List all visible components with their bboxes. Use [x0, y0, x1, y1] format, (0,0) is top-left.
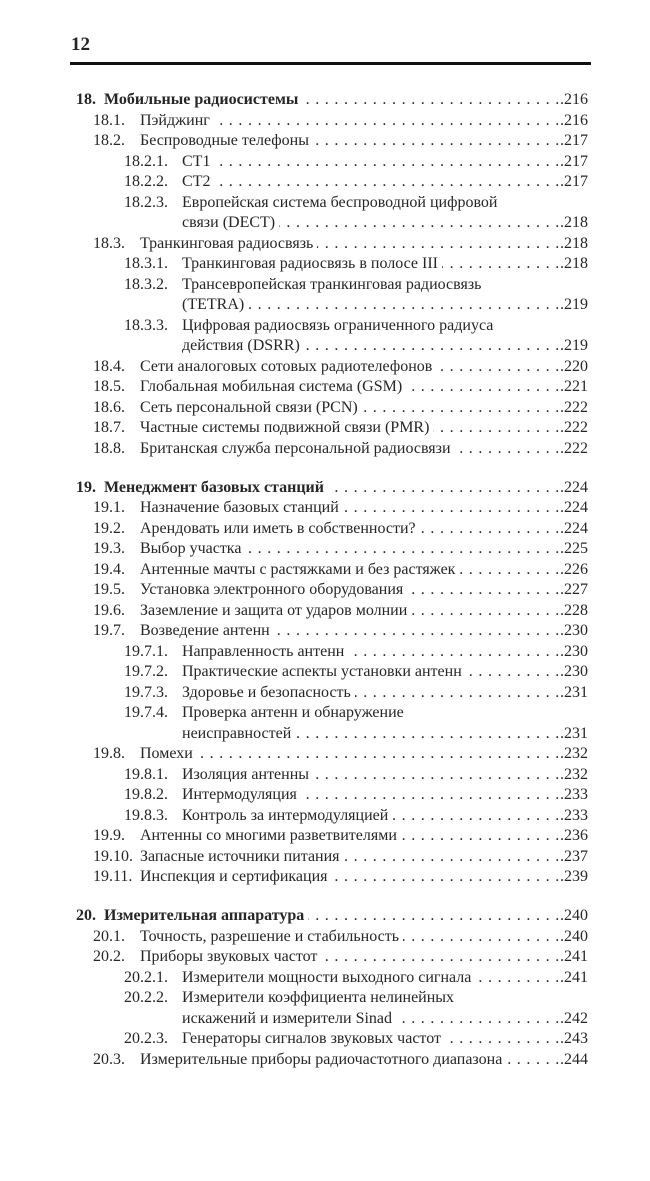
entry-title: CT1 [182, 152, 211, 170]
entry-title: Приборы звуковых частот [140, 948, 318, 965]
entry-title: Цифровая радиосвязь ограниченного радиуса [182, 316, 494, 334]
entry-number: 19.7. [93, 622, 125, 639]
dot-leader [248, 295, 588, 316]
entry-number: 19.5. [93, 581, 125, 598]
entry-page-number: . 224 [559, 519, 588, 540]
entry-number: 18.5. [93, 378, 125, 395]
entry-title-line [182, 336, 588, 357]
entry-number: 20.2.1. [124, 968, 168, 986]
entry-title: Частные системы подвижной связи (PMR) [140, 419, 430, 436]
entry-number: 18.7. [93, 419, 125, 436]
entry-title: Установка электронного оборудования [140, 581, 404, 598]
entry-title: Антенны со многими разветвителями [140, 827, 397, 844]
entry-page-number: . 233 [559, 806, 588, 827]
entry-title: Британская служба персональной радиосвязи [140, 439, 451, 457]
entry-title-line [182, 1029, 588, 1050]
entry-title-line [182, 316, 588, 337]
entry-title: Менеджмент базовых станций [104, 478, 324, 496]
entry-number: 18.1. [93, 111, 125, 129]
toc-entry[interactable] [0, 1009, 650, 1030]
entry-page-number: . 224 [559, 498, 588, 519]
entry-page-number: . 236 [559, 826, 588, 847]
entry-number: 18.6. [93, 398, 125, 416]
entry-page-number: . 243 [559, 1029, 588, 1050]
toc-entry[interactable] [0, 947, 650, 968]
entry-title-line [182, 683, 588, 704]
entry-number: 19.8.3. [124, 806, 168, 824]
entry-title: Сеть персональной связи (PCN) [140, 398, 358, 416]
toc-entry[interactable] [0, 1050, 650, 1071]
toc-entry[interactable] [0, 601, 650, 622]
entry-title-line [182, 785, 588, 806]
entry-title: Пэйджинг [140, 111, 210, 129]
entry-page-number: . 244 [559, 1050, 588, 1071]
entry-title: CT2 [182, 173, 211, 190]
entry-title: Интермодуляция [182, 786, 297, 803]
entry-title: Проверка антенн и обнаружение [182, 704, 404, 721]
entry-number: 18.2. [93, 132, 125, 149]
entry-number: 19.11. [93, 868, 133, 885]
entry-page-number: . 239 [559, 867, 588, 888]
entry-title-line [140, 621, 588, 642]
entry-title-line [104, 906, 588, 927]
entry-number: 19.7.3. [124, 683, 168, 701]
entry-page-number: . 230 [559, 642, 588, 663]
entry-title-line [140, 927, 588, 948]
header-rule [70, 62, 591, 65]
entry-title: Изоляция антенны [182, 765, 310, 783]
entry-title: искажений и измерители Sinad [182, 1009, 393, 1027]
toc-entry[interactable] [0, 234, 650, 255]
entry-page-number: . 240 [559, 906, 588, 927]
table-of-contents [0, 90, 650, 1070]
toc-entry[interactable] [0, 254, 650, 275]
entry-number: 20.3. [93, 1050, 125, 1068]
toc-entry[interactable] [0, 988, 650, 1009]
entry-title: Запасные источники питания [140, 847, 340, 865]
dot-leader [197, 744, 588, 765]
entry-title-line [104, 90, 588, 111]
entry-number: 18.8. [93, 439, 125, 457]
dot-leader [313, 131, 588, 152]
entry-title: Инспекция и сертификация [140, 868, 328, 885]
entry-number: 18.3.1. [124, 255, 168, 272]
entry-title-line [140, 539, 588, 560]
entry-page-number: . 230 [559, 662, 588, 683]
toc-entry[interactable] [0, 377, 650, 398]
toc-entry[interactable] [0, 418, 650, 439]
toc-entry[interactable] [0, 642, 650, 663]
entry-page-number: . 220 [559, 357, 588, 378]
entry-title: Направленность антенн [182, 642, 345, 660]
entry-title: Измерители коэффициента нелинейных [182, 989, 455, 1006]
entry-title-line [140, 601, 588, 622]
entry-title-line [140, 418, 588, 439]
dot-leader [279, 213, 588, 234]
entry-title: Возведение антенн [140, 622, 270, 639]
entry-page-number: . 217 [559, 131, 588, 152]
entry-page-number: . 232 [559, 744, 588, 765]
toc-entry[interactable] [0, 439, 650, 460]
toc-entry[interactable] [0, 724, 650, 745]
toc-entry[interactable] [0, 131, 650, 152]
entry-title: (TETRA) [182, 296, 245, 313]
toc-entry[interactable] [0, 683, 650, 704]
entry-title: Глобальная мобильная система (GSM) [140, 378, 403, 395]
dot-leader [301, 785, 588, 806]
entry-title-line [140, 580, 588, 601]
dot-leader [313, 765, 588, 786]
entry-page-number: . 222 [559, 439, 588, 460]
entry-title: неисправностей [182, 724, 292, 742]
toc-entry[interactable] [0, 193, 650, 214]
entry-page-number: . 231 [559, 724, 588, 745]
entry-number: 19.1. [93, 499, 125, 516]
entry-title-line [182, 968, 588, 989]
dot-leader [245, 539, 588, 560]
entry-title-line [140, 131, 588, 152]
entry-title: связи (DECT) [182, 214, 276, 231]
entry-title-line [182, 193, 588, 214]
entry-page-number: . 217 [559, 152, 588, 173]
toc-entry[interactable] [0, 580, 650, 601]
entry-number: 19.8.1. [124, 765, 168, 783]
toc-entry[interactable] [0, 336, 650, 357]
entry-title: Точность, разрешение и стабильность [140, 927, 400, 945]
chapter-heading[interactable] [0, 478, 650, 499]
entry-title: Генераторы сигналов звуковых частот [182, 1030, 441, 1047]
toc-entry[interactable] [0, 398, 650, 419]
toc-entry[interactable] [0, 744, 650, 765]
entry-title: Арендовать или иметь в собственности? [140, 519, 416, 537]
entry-number: 20. [76, 907, 96, 924]
chapter-heading[interactable] [0, 90, 650, 111]
entry-title-line [140, 1050, 588, 1071]
entry-page-number: . 222 [559, 398, 588, 419]
toc-entry[interactable] [0, 703, 650, 724]
entry-number: 20.1. [93, 927, 125, 945]
toc-entry[interactable] [0, 539, 650, 560]
entry-title-line [140, 377, 588, 398]
entry-number: 20.2.2. [124, 989, 168, 1006]
entry-title-line [140, 498, 588, 519]
toc-entry[interactable] [0, 621, 650, 642]
entry-page-number: . 241 [559, 947, 588, 968]
dot-leader [214, 172, 588, 193]
entry-title-line [182, 806, 588, 827]
entry-page-number: . 231 [559, 683, 588, 704]
entry-number: 19.3. [93, 540, 125, 557]
entry-title-line [182, 254, 588, 275]
entry-number: 18.3.3. [124, 316, 168, 334]
entry-page-number: . 216 [559, 111, 588, 132]
toc-entry[interactable] [0, 152, 650, 173]
toc-entry[interactable] [0, 295, 650, 316]
entry-number: 20.2.3. [124, 1030, 168, 1047]
entry-number: 18.2.1. [124, 152, 168, 170]
entry-page-number: . 216 [559, 90, 588, 111]
entry-page-number: . 218 [559, 234, 588, 255]
entry-title-line [140, 847, 588, 868]
entry-title: Мобильные радиосистемы [104, 91, 299, 108]
entry-title: Европейская система беспроводной цифровой [182, 193, 498, 211]
chapter-heading[interactable] [0, 906, 650, 927]
dot-leader [362, 398, 588, 419]
dot-leader [214, 152, 588, 173]
entry-number: 18.3. [93, 234, 125, 252]
toc-entry[interactable] [0, 213, 650, 234]
entry-title: Практические аспекты установки антенн [182, 663, 462, 680]
entry-page-number: . 217 [559, 172, 588, 193]
toc-entry[interactable] [0, 867, 650, 888]
entry-title-line [182, 213, 588, 234]
entry-title-line [140, 234, 588, 255]
toc-entry[interactable] [0, 968, 650, 989]
entry-title: Здоровье и безопасность [182, 683, 351, 701]
entry-title: Транкинговая радиосвязь [140, 234, 314, 252]
entry-page-number: . 219 [559, 295, 588, 316]
entry-page-number: . 218 [559, 213, 588, 234]
entry-title: Сети аналоговых сотовых радиотелефонов [140, 357, 433, 375]
entry-page-number: . 221 [559, 377, 588, 398]
entry-page-number: . 233 [559, 785, 588, 806]
entry-number: 19.8. [93, 745, 125, 762]
toc-entry[interactable] [0, 560, 650, 581]
entry-number: 18. [76, 91, 96, 108]
toc-entry[interactable] [0, 1029, 650, 1050]
entry-page-number: . 240 [559, 927, 588, 948]
dot-leader [317, 234, 588, 255]
dot-leader [302, 90, 588, 111]
entry-title-line [140, 744, 588, 765]
entry-title-line [182, 988, 588, 1009]
dot-leader [214, 111, 588, 132]
entry-title: Назначение базовых станций [140, 499, 339, 516]
entry-title-line [182, 295, 588, 316]
entry-title-line [182, 275, 588, 296]
entry-title: Контроль за интермодуляцией [182, 806, 389, 824]
entry-title: Трансевропейская транкинговая радиосвязь [182, 275, 482, 293]
entry-title-line [140, 519, 588, 540]
entry-page-number: . 227 [559, 580, 588, 601]
entry-title-line [140, 867, 588, 888]
toc-entry[interactable] [0, 826, 650, 847]
entry-page-number: . 242 [559, 1009, 588, 1030]
entry-page-number: . 228 [559, 601, 588, 622]
dot-leader [332, 867, 589, 888]
toc-entry[interactable] [0, 927, 650, 948]
toc-entry[interactable] [0, 785, 650, 806]
entry-page-number: . 232 [559, 765, 588, 786]
entry-number: 19.9. [93, 827, 125, 844]
entry-page-number: . 226 [559, 560, 588, 581]
entry-title-line [140, 826, 588, 847]
entry-title: Беспроводные телефоны [140, 132, 309, 149]
toc-entry[interactable] [0, 765, 650, 786]
entry-title-line [182, 172, 588, 193]
dot-leader [295, 724, 588, 745]
toc-entry[interactable] [0, 275, 650, 296]
toc-entry[interactable] [0, 806, 650, 827]
entry-title-line [140, 560, 588, 581]
entry-page-number: . 241 [559, 968, 588, 989]
entry-title-line [182, 1009, 588, 1030]
entry-title: Заземление и защита от ударов молнии [140, 601, 408, 619]
toc-entry[interactable] [0, 357, 650, 378]
toc-entry[interactable] [0, 847, 650, 868]
entry-page-number: . 222 [559, 418, 588, 439]
entry-number: 19.2. [93, 519, 125, 537]
entry-title: Измерители мощности выходного сигнала [182, 968, 472, 986]
entry-title-line [182, 724, 588, 745]
entry-number: 19.6. [93, 601, 125, 619]
entry-title-line [182, 703, 588, 724]
toc-entry[interactable] [0, 172, 650, 193]
entry-number: 19.7.1. [124, 642, 168, 660]
entry-number: 19.8.2. [124, 786, 168, 803]
entry-title-line [140, 439, 588, 460]
entry-page-number: . 219 [559, 336, 588, 357]
entry-number: 20.2. [93, 948, 125, 965]
dot-leader [308, 906, 588, 927]
toc-entry[interactable] [0, 519, 650, 540]
entry-page-number: . 230 [559, 621, 588, 642]
toc-entry[interactable] [0, 498, 650, 519]
entry-page-number: . 237 [559, 847, 588, 868]
entry-title: действия (DSRR) [182, 337, 300, 354]
dot-leader [348, 642, 588, 663]
toc-entry[interactable] [0, 316, 650, 337]
entry-title-line [182, 642, 588, 663]
entry-title-line [140, 398, 588, 419]
entry-title: Антенные мачты с растяжками и без растяжек [140, 560, 456, 578]
page-number: 12 [71, 34, 90, 55]
entry-title: Измерительная аппаратура [104, 907, 305, 924]
entry-number: 18.4. [93, 357, 125, 375]
entry-title: Измерительные приборы радиочастотного диапазона [140, 1050, 503, 1068]
entry-number: 19.4. [93, 560, 125, 578]
entry-page-number: . 224 [559, 478, 588, 499]
dot-leader [321, 947, 588, 968]
dot-leader [304, 336, 588, 357]
entry-title-line [140, 947, 588, 968]
entry-number: 19.10. [93, 847, 133, 865]
dot-leader [328, 478, 588, 499]
entry-page-number: . 218 [559, 254, 588, 275]
dot-leader [343, 498, 588, 519]
entry-title-line [182, 662, 588, 683]
entry-title-line [104, 478, 588, 499]
entry-title-line [140, 357, 588, 378]
entry-number: 18.2.2. [124, 173, 168, 190]
dot-leader [355, 683, 588, 704]
entry-title: Помехи [140, 745, 193, 762]
entry-number: 18.2.3. [124, 193, 168, 211]
entry-number: 18.3.2. [124, 275, 168, 293]
toc-entry[interactable] [0, 111, 650, 132]
entry-page-number: . 225 [559, 539, 588, 560]
entry-title: Выбор участка [140, 540, 242, 557]
entry-number: 19.7.2. [124, 663, 168, 680]
toc-entry[interactable] [0, 662, 650, 683]
entry-title-line [140, 111, 588, 132]
dot-leader [344, 847, 588, 868]
dot-leader [274, 621, 588, 642]
entry-title-line [182, 765, 588, 786]
entry-number: 19.7.4. [124, 704, 168, 721]
entry-number: 19. [76, 478, 96, 496]
entry-title-line [182, 152, 588, 173]
entry-title: Транкинговая радиосвязь в полосе III [182, 255, 438, 272]
